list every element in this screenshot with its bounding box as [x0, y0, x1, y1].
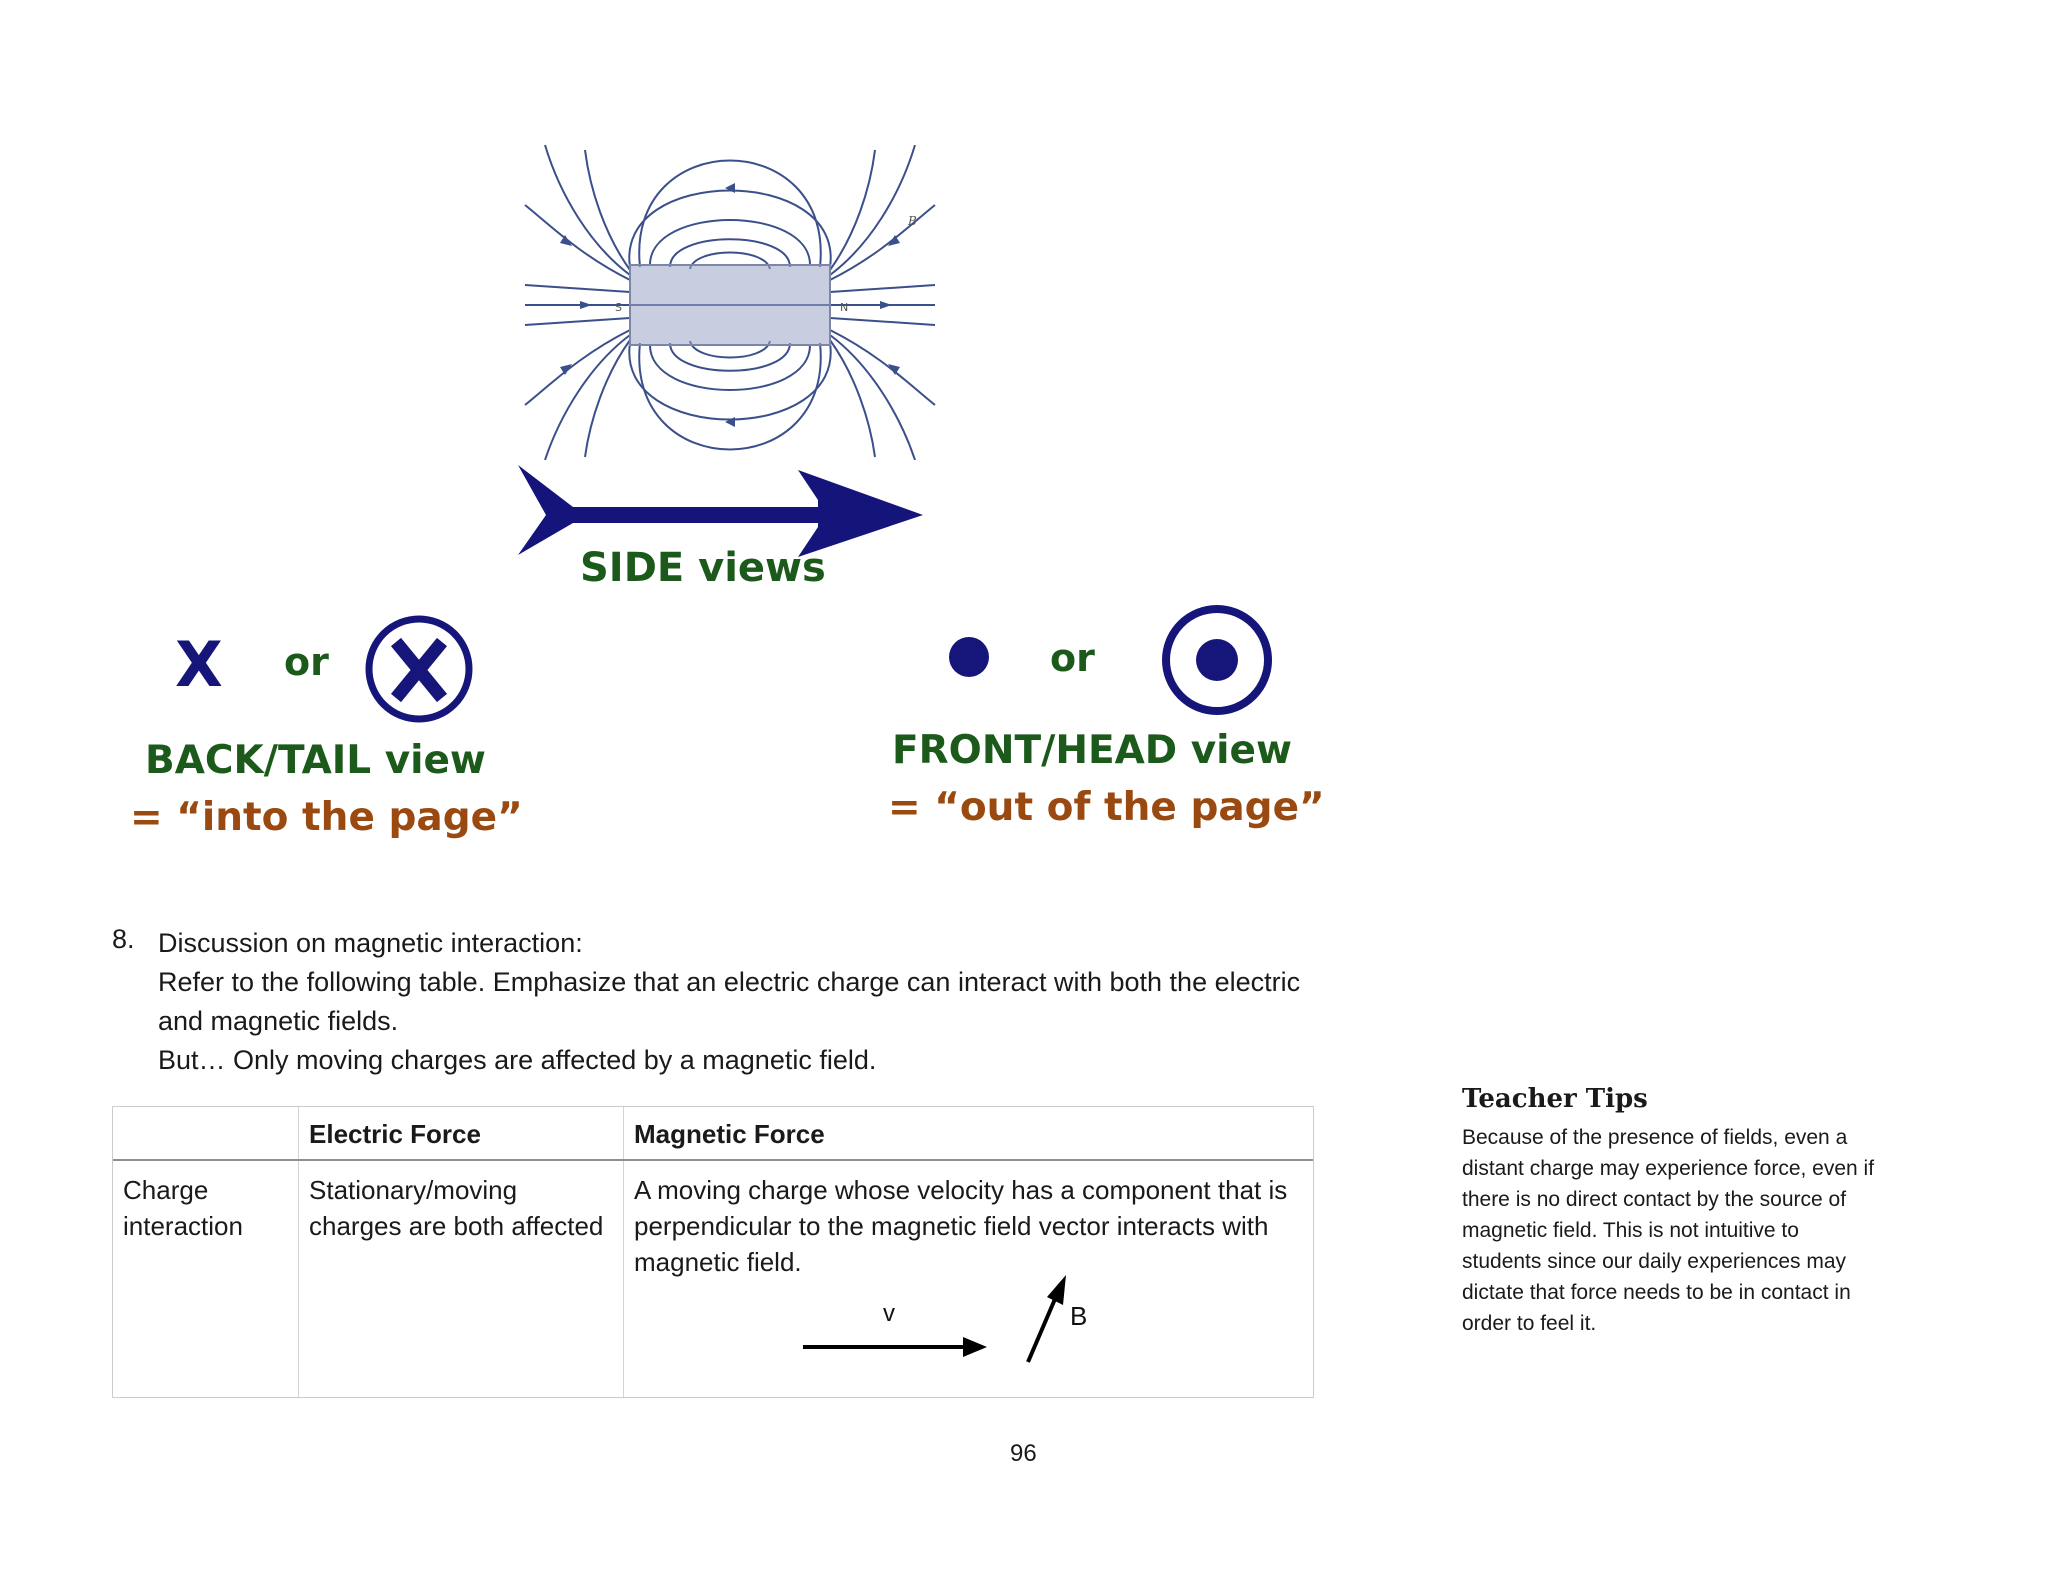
or-label-left: or	[284, 640, 329, 684]
discussion-line: Refer to the following table. Emphasize that an electric charge can interact with both the electric	[158, 967, 1301, 997]
front-head-view-label: FRONT/HEAD view	[892, 728, 1292, 773]
circled-x-icon	[364, 614, 474, 724]
x-symbol: X	[175, 628, 223, 701]
table-row-label: Charge interaction	[123, 1175, 243, 1241]
discussion-line: Discussion on magnetic interaction:	[158, 928, 583, 958]
force-comparison-table	[112, 1106, 1314, 1398]
circled-dot-icon	[1160, 603, 1275, 718]
vector-b-label: B	[1070, 1301, 1088, 1331]
dot-icon	[948, 636, 990, 678]
velocity-field-vector-diagram	[793, 1257, 1123, 1387]
side-views-label: SIDE views	[580, 545, 826, 591]
magnet-pole-s: S	[615, 301, 622, 314]
back-tail-view-label: BACK/TAIL view	[145, 738, 486, 783]
or-label-right: or	[1050, 636, 1095, 680]
bar-magnet-field-diagram	[520, 145, 940, 460]
table-cell-electric: Stationary/moving charges are both affected	[309, 1175, 604, 1241]
table-header-magnetic-force: Magnetic Force	[634, 1119, 825, 1149]
vector-v-label: v	[883, 1300, 895, 1327]
magnet-pole-n: N	[840, 301, 849, 314]
into-the-page-label: = “into the page”	[130, 795, 523, 840]
teacher-tips-title: Teacher Tips	[1462, 1084, 1648, 1114]
out-of-the-page-label: = “out of the page”	[888, 785, 1325, 830]
table-cell-magnetic: A moving charge whose velocity has a component that is perpendicular to the magnetic field vector interacts with magnetic field.	[634, 1175, 1288, 1277]
page-number: 96	[1010, 1440, 1037, 1467]
teacher-tips-body: Because of the presence of fields, even a distant charge may experience force, even if there is no direct contact by the source of magnetic field. This is not intuitive to students since our daily experiences may dictate that force needs to be in contact in order to feel it.	[1462, 1126, 1875, 1335]
discussion-line: But… Only moving charges are affected by a magnetic field.	[158, 1045, 877, 1075]
item-number: 8.	[112, 924, 135, 954]
field-label-b: B	[908, 214, 917, 228]
table-header-electric-force: Electric Force	[309, 1119, 481, 1149]
discussion-line: and magnetic fields.	[158, 1006, 399, 1036]
